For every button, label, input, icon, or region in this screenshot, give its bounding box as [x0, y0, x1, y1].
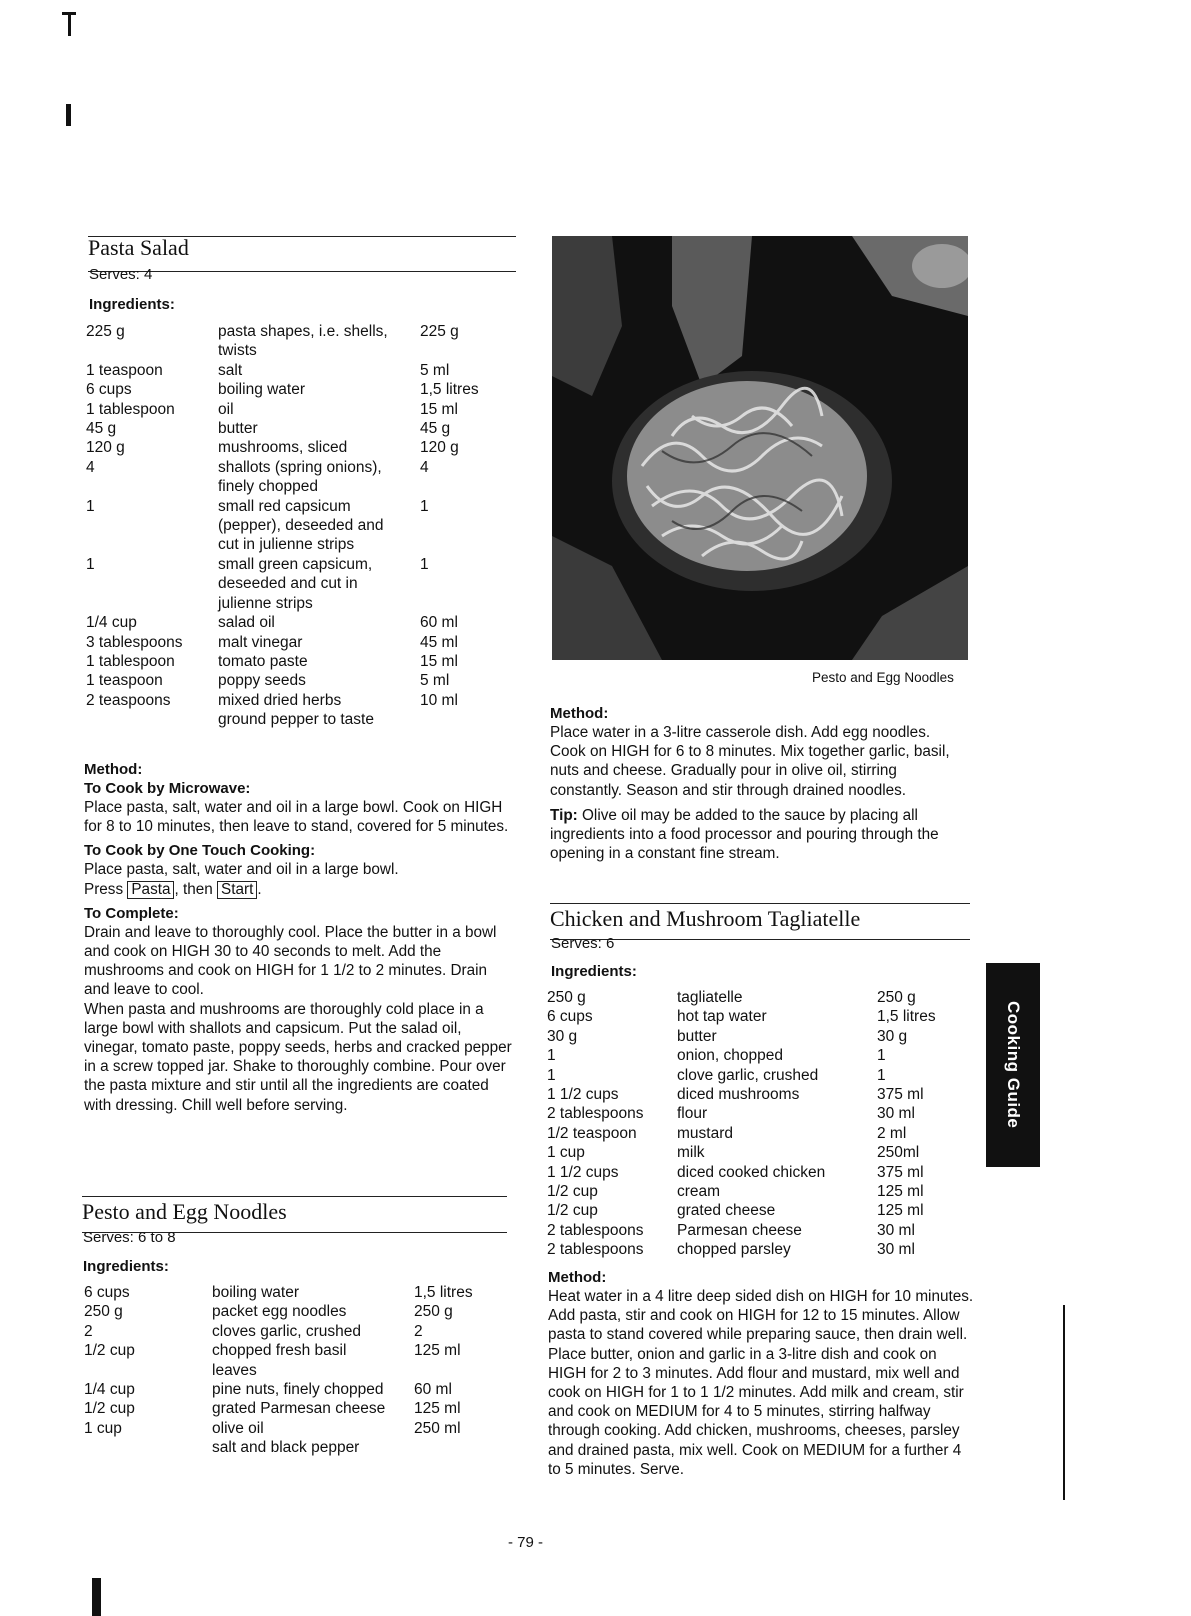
ingredient-name: diced cooked chicken: [677, 1163, 826, 1181]
ingredient-quantity: 1 cup: [547, 1144, 585, 1162]
ingredient-metric: 250ml: [877, 1144, 920, 1162]
ingredient-metric: 1,5 litres: [877, 1008, 936, 1026]
ingredient-row: [86, 671, 516, 690]
ingredient-name: shallots (spring onions), finely chopped: [218, 458, 382, 496]
chicken-method-label: Method:: [548, 1269, 607, 1286]
ingredient-metric: 250 g: [414, 1303, 453, 1321]
chicken-title: Chicken and Mushroom Tagliatelle: [550, 906, 861, 931]
ingredient-quantity: 3 tablespoons: [86, 633, 183, 651]
scan-mark-mid: [66, 104, 71, 126]
ingredient-quantity: 30 g: [547, 1027, 578, 1045]
ingredient-name: boiling water: [212, 1284, 300, 1301]
photo-caption: Pesto and Egg Noodles: [812, 670, 954, 685]
pesto-method-block: [550, 704, 970, 863]
ingredient-quantity: 2: [84, 1322, 93, 1340]
pasta-button[interactable]: Pasta: [127, 881, 174, 899]
scan-mark-right-line: [1063, 1305, 1065, 1500]
ingredient-metric: 30 ml: [877, 1105, 915, 1123]
ingredient-quantity: 1 tablespoon: [86, 400, 175, 418]
start-button[interactable]: Start: [217, 881, 257, 899]
ingredient-row: [84, 1438, 514, 1457]
ingredient-metric: 1: [420, 497, 429, 515]
ingredient-quantity: 2 tablespoons: [547, 1221, 644, 1239]
ingredient-quantity: 6 cups: [84, 1284, 130, 1301]
chicken-method-text: Heat water in a 4 litre deep sided dish on HIGH for 10 minutes. Add pasta, stir and cook on HIGH for 12 to 15 minutes. Allow pasta to stand covered while preparing sauce, then drain well. Place butter, onion and garlic in a 3-litre dish and cook on HIGH for 2 to 3 minutes. Add flour and mustard, mix well and cook on HIGH for 1 to 1 1/2 minutes. Add milk and cream, stir and cook on MEDIUM for 4 to 5 minutes, stirring halfway through cooking. Add chicken, mushrooms, cheeses, parsley and drained pasta, mix well. Cook on MEDIUM for a further 4 to 5 minutes. Serve.: [548, 1288, 974, 1478]
ingredient-row: [86, 438, 516, 457]
ingredient-name: mustard: [677, 1124, 733, 1142]
ingredient-name: pasta shapes, i.e. shells, twists: [218, 323, 388, 360]
ingredient-name: grated Parmesan cheese: [212, 1400, 386, 1418]
chicken-ingredients-label: Ingredients:: [551, 963, 637, 980]
ingredient-metric: 30 g: [877, 1027, 908, 1045]
ingredient-metric: 45 ml: [420, 633, 458, 651]
ingredient-quantity: 6 cups: [547, 1008, 593, 1026]
pesto-title-rule-top: [82, 1196, 507, 1197]
ingredient-quantity: 225 g: [86, 323, 125, 340]
ingredient-quantity: 1: [547, 1047, 556, 1065]
ingredient-metric: 15 ml: [420, 400, 458, 418]
cooking-guide-label: Cooking Guide: [1004, 1001, 1023, 1129]
ingredient-row: [84, 1380, 514, 1399]
ingredient-name: tomato paste: [218, 652, 308, 670]
ingredient-name: butter: [677, 1027, 717, 1045]
ingredient-metric: 60 ml: [414, 1381, 452, 1399]
ingredient-quantity: 1 teaspoon: [86, 672, 163, 690]
chicken-method-block: [548, 1268, 978, 1479]
tip-label: Tip:: [550, 806, 578, 824]
method-block: [84, 760, 514, 1115]
ingredient-quantity: 1/2 cup: [547, 1183, 598, 1201]
ingredient-row: [86, 613, 516, 632]
ingredient-metric: 30 ml: [877, 1221, 915, 1239]
ingredient-row: [547, 1085, 977, 1104]
ingredient-quantity: 1/2 cup: [84, 1400, 135, 1418]
ingredient-name: flour: [677, 1105, 708, 1123]
ingredient-metric: 60 ml: [420, 614, 458, 632]
ingredient-metric: 1,5 litres: [420, 381, 479, 399]
ingredient-quantity: 250 g: [84, 1303, 123, 1321]
scan-mark-top-stem: [68, 14, 71, 36]
ingredient-name: cream: [677, 1183, 721, 1201]
ingredient-row: [547, 988, 977, 1007]
ingredient-name: oil: [218, 400, 234, 418]
ingredient-row: [86, 322, 516, 361]
ingredient-row: [547, 1124, 977, 1143]
ingredients-list: [86, 322, 516, 730]
ingredient-metric: 10 ml: [420, 691, 458, 709]
ingredient-row: [84, 1341, 514, 1380]
complete-text-2: When pasta and mushrooms are thoroughly cold place in a large bowl with shallots and capsicum. Put the salad oil, vinegar, tomato paste, poppy seeds, herbs and cracked pepper in a screw topped jar. Shake to thoroughly combine. Pour over the pasta mixture and stir until all the ingredients are coated with dressing. Chill well before serving.: [84, 1000, 512, 1114]
ingredient-metric: 15 ml: [420, 652, 458, 670]
ingredient-row: [547, 1221, 977, 1240]
ingredient-quantity: 1: [86, 555, 95, 573]
pesto-ingredients-label: Ingredients:: [83, 1258, 169, 1275]
chicken-title-rule-top: [550, 903, 970, 904]
press-instruction: Press Pasta , then Start .: [84, 880, 262, 898]
ingredient-name: grated cheese: [677, 1202, 776, 1220]
ingredient-row: [84, 1419, 514, 1438]
ingredient-name: clove garlic, crushed: [677, 1066, 819, 1084]
recipe-title: Pasta Salad: [88, 235, 189, 260]
ingredient-quantity: 1 teaspoon: [86, 361, 163, 379]
ingredient-metric: 5 ml: [420, 361, 450, 379]
ingredient-metric: 250 g: [877, 989, 916, 1006]
ingredient-quantity: 1: [86, 497, 95, 515]
ingredient-name: small red capsicum (pepper), deseeded and cut in julienne strips: [218, 497, 384, 554]
cooking-guide-tab: [986, 963, 1040, 1167]
ingredient-name: chopped parsley: [677, 1241, 791, 1259]
ingredient-name: chopped fresh basil leaves: [212, 1342, 347, 1379]
ingredient-metric: 1: [877, 1066, 886, 1084]
ingredient-metric: 250 ml: [414, 1419, 461, 1437]
ingredient-row: [86, 497, 516, 555]
ingredient-row: [547, 1104, 977, 1123]
method-label: Method:: [84, 761, 143, 778]
ingredient-name: pine nuts, finely chopped: [212, 1381, 384, 1399]
ingredient-name: packet egg noodles: [212, 1303, 347, 1321]
ingredient-metric: 4: [420, 458, 429, 476]
ingredient-name: olive oil: [212, 1419, 264, 1437]
ingredient-row: [547, 1240, 977, 1259]
ingredient-metric: 2: [414, 1322, 423, 1340]
ingredient-metric: 125 ml: [877, 1202, 924, 1220]
ingredient-metric: 2 ml: [877, 1124, 907, 1142]
ingredient-name: milk: [677, 1144, 705, 1162]
ingredient-name: poppy seeds: [218, 672, 306, 690]
ingredient-row: [547, 1007, 977, 1026]
ingredient-quantity: 1 1/2 cups: [547, 1163, 619, 1181]
ingredient-metric: 45 g: [420, 420, 451, 438]
title-rule-top: [88, 236, 516, 237]
ingredient-name: salad oil: [218, 614, 275, 632]
ingredient-quantity: 1/4 cup: [84, 1381, 135, 1399]
ingredient-quantity: 1/2 cup: [547, 1202, 598, 1220]
ingredient-name: butter: [218, 420, 258, 438]
ingredient-row: [547, 1201, 977, 1220]
ingredient-row: [86, 400, 516, 419]
ingredient-metric: 125 ml: [877, 1183, 924, 1201]
ingredient-metric: 225 g: [420, 323, 459, 340]
pesto-noodles-photo: [552, 236, 968, 660]
ingredient-row: [84, 1322, 514, 1341]
ingredient-metric: 5 ml: [420, 672, 450, 690]
ingredient-row: [86, 458, 516, 497]
ingredient-row: [86, 633, 516, 652]
complete-text-1: Drain and leave to thoroughly cool. Place the butter in a bowl and cook on HIGH 30 to 40 seconds to melt. Add the mushrooms and cook on HIGH for 1 1/2 to 2 minutes. Drain and leave to cool.: [84, 923, 497, 999]
ingredient-row: [547, 1046, 977, 1065]
ingredient-quantity: 2 tablespoons: [547, 1105, 644, 1123]
pesto-title: Pesto and Egg Noodles: [82, 1199, 287, 1224]
ingredient-quantity: 120 g: [86, 439, 125, 457]
ingredient-quantity: 1/2 cup: [84, 1342, 135, 1360]
pesto-serves: Serves: 6 to 8: [83, 1229, 176, 1246]
ingredient-row: [86, 710, 516, 729]
ingredient-quantity: 2 tablespoons: [547, 1241, 644, 1259]
ingredient-name: tagliatelle: [677, 989, 743, 1006]
pesto-noodles-photo-graphic: [552, 236, 968, 660]
ingredient-row: [86, 652, 516, 671]
microwave-label: To Cook by Microwave:: [84, 780, 251, 797]
ingredient-row: [547, 1027, 977, 1046]
ingredient-row: [86, 361, 516, 380]
pesto-ingredients-list: [84, 1283, 514, 1458]
pesto-tip: [550, 806, 970, 864]
ingredient-metric: 375 ml: [877, 1086, 924, 1104]
serves-label: Serves: 4: [89, 266, 153, 283]
pesto-method-text: Place water in a 3-litre casserole dish. Add egg noodles. Cook on HIGH for 6 to 8 minutes. Mix together garlic, basil, nuts and cheese. Gradually pour in olive oil, stirring constantly. Season and stir through drained noodles.: [550, 724, 950, 799]
microwave-text: Place pasta, salt, water and oil in a large bowl. Cook on HIGH for 8 to 10 minutes, then leave to stand, covered for 5 minutes.: [84, 799, 509, 836]
ingredient-quantity: 1/4 cup: [86, 614, 137, 632]
ingredient-name: mixed dried herbs: [218, 691, 342, 709]
ingredient-metric: 120 g: [420, 439, 459, 457]
then-word: , then: [174, 880, 213, 898]
tip-text: Olive oil may be added to the sauce by placing all ingredients into a food processor and pouring through the opening in a constant fine stream.: [550, 806, 939, 863]
ingredient-metric: 1: [420, 555, 429, 573]
ingredient-name: hot tap water: [677, 1008, 767, 1026]
ingredient-quantity: 1 tablespoon: [86, 652, 175, 670]
ingredient-name: small green capsicum, deseeded and cut in julienne strips: [218, 555, 373, 612]
ingredient-metric: 30 ml: [877, 1241, 915, 1259]
scan-mark-bottom: [92, 1578, 101, 1616]
ingredient-name: salt: [218, 361, 243, 379]
ingredient-quantity: 45 g: [86, 420, 117, 438]
ingredient-name: malt vinegar: [218, 633, 303, 651]
ingredient-name: Parmesan cheese: [677, 1221, 802, 1239]
ingredient-metric: 125 ml: [414, 1342, 461, 1360]
pesto-method-label: Method:: [550, 705, 609, 722]
ingredient-row: [84, 1283, 514, 1302]
ingredient-metric: 125 ml: [414, 1400, 461, 1418]
page-number: - 79 -: [508, 1534, 544, 1551]
ingredient-row: [547, 1163, 977, 1182]
ingredient-row: [86, 419, 516, 438]
ingredient-quantity: 2 teaspoons: [86, 691, 171, 709]
ingredient-row: [86, 691, 516, 710]
chicken-serves: Serves: 6: [551, 935, 615, 952]
ingredient-row: [84, 1302, 514, 1321]
onetouch-label: To Cook by One Touch Cooking:: [84, 842, 316, 860]
chicken-ingredients-list: [547, 988, 977, 1260]
ingredient-row: [86, 555, 516, 613]
ingredient-name: cloves garlic, crushed: [212, 1322, 362, 1340]
ingredient-name: diced mushrooms: [677, 1086, 800, 1104]
ingredient-row: [84, 1399, 514, 1418]
ingredient-name: ground pepper to taste: [218, 711, 374, 729]
ingredient-quantity: 1: [547, 1066, 556, 1084]
ingredient-quantity: 1 1/2 cups: [547, 1086, 619, 1104]
ingredient-name: boiling water: [218, 381, 306, 399]
complete-label: To Complete:: [84, 904, 179, 922]
ingredient-metric: 1,5 litres: [414, 1284, 473, 1301]
ingredient-name: mushrooms, sliced: [218, 439, 348, 457]
ingredient-row: [547, 1066, 977, 1085]
ingredient-name: onion, chopped: [677, 1047, 784, 1065]
ingredient-metric: 375 ml: [877, 1163, 924, 1181]
ingredient-row: [547, 1182, 977, 1201]
ingredient-quantity: 6 cups: [86, 381, 132, 399]
ingredient-quantity: 4: [86, 458, 95, 476]
ingredient-metric: 1: [877, 1047, 886, 1065]
press-word: Press: [84, 880, 124, 898]
ingredients-label: Ingredients:: [89, 296, 175, 313]
onetouch-text: Place pasta, salt, water and oil in a large bowl.: [84, 861, 399, 879]
ingredient-quantity: 1 cup: [84, 1419, 122, 1437]
ingredient-row: [547, 1143, 977, 1162]
ingredient-quantity: 1/2 teaspoon: [547, 1124, 637, 1142]
ingredient-name: salt and black pepper: [212, 1439, 360, 1457]
ingredient-row: [86, 380, 516, 399]
ingredient-quantity: 250 g: [547, 989, 586, 1006]
